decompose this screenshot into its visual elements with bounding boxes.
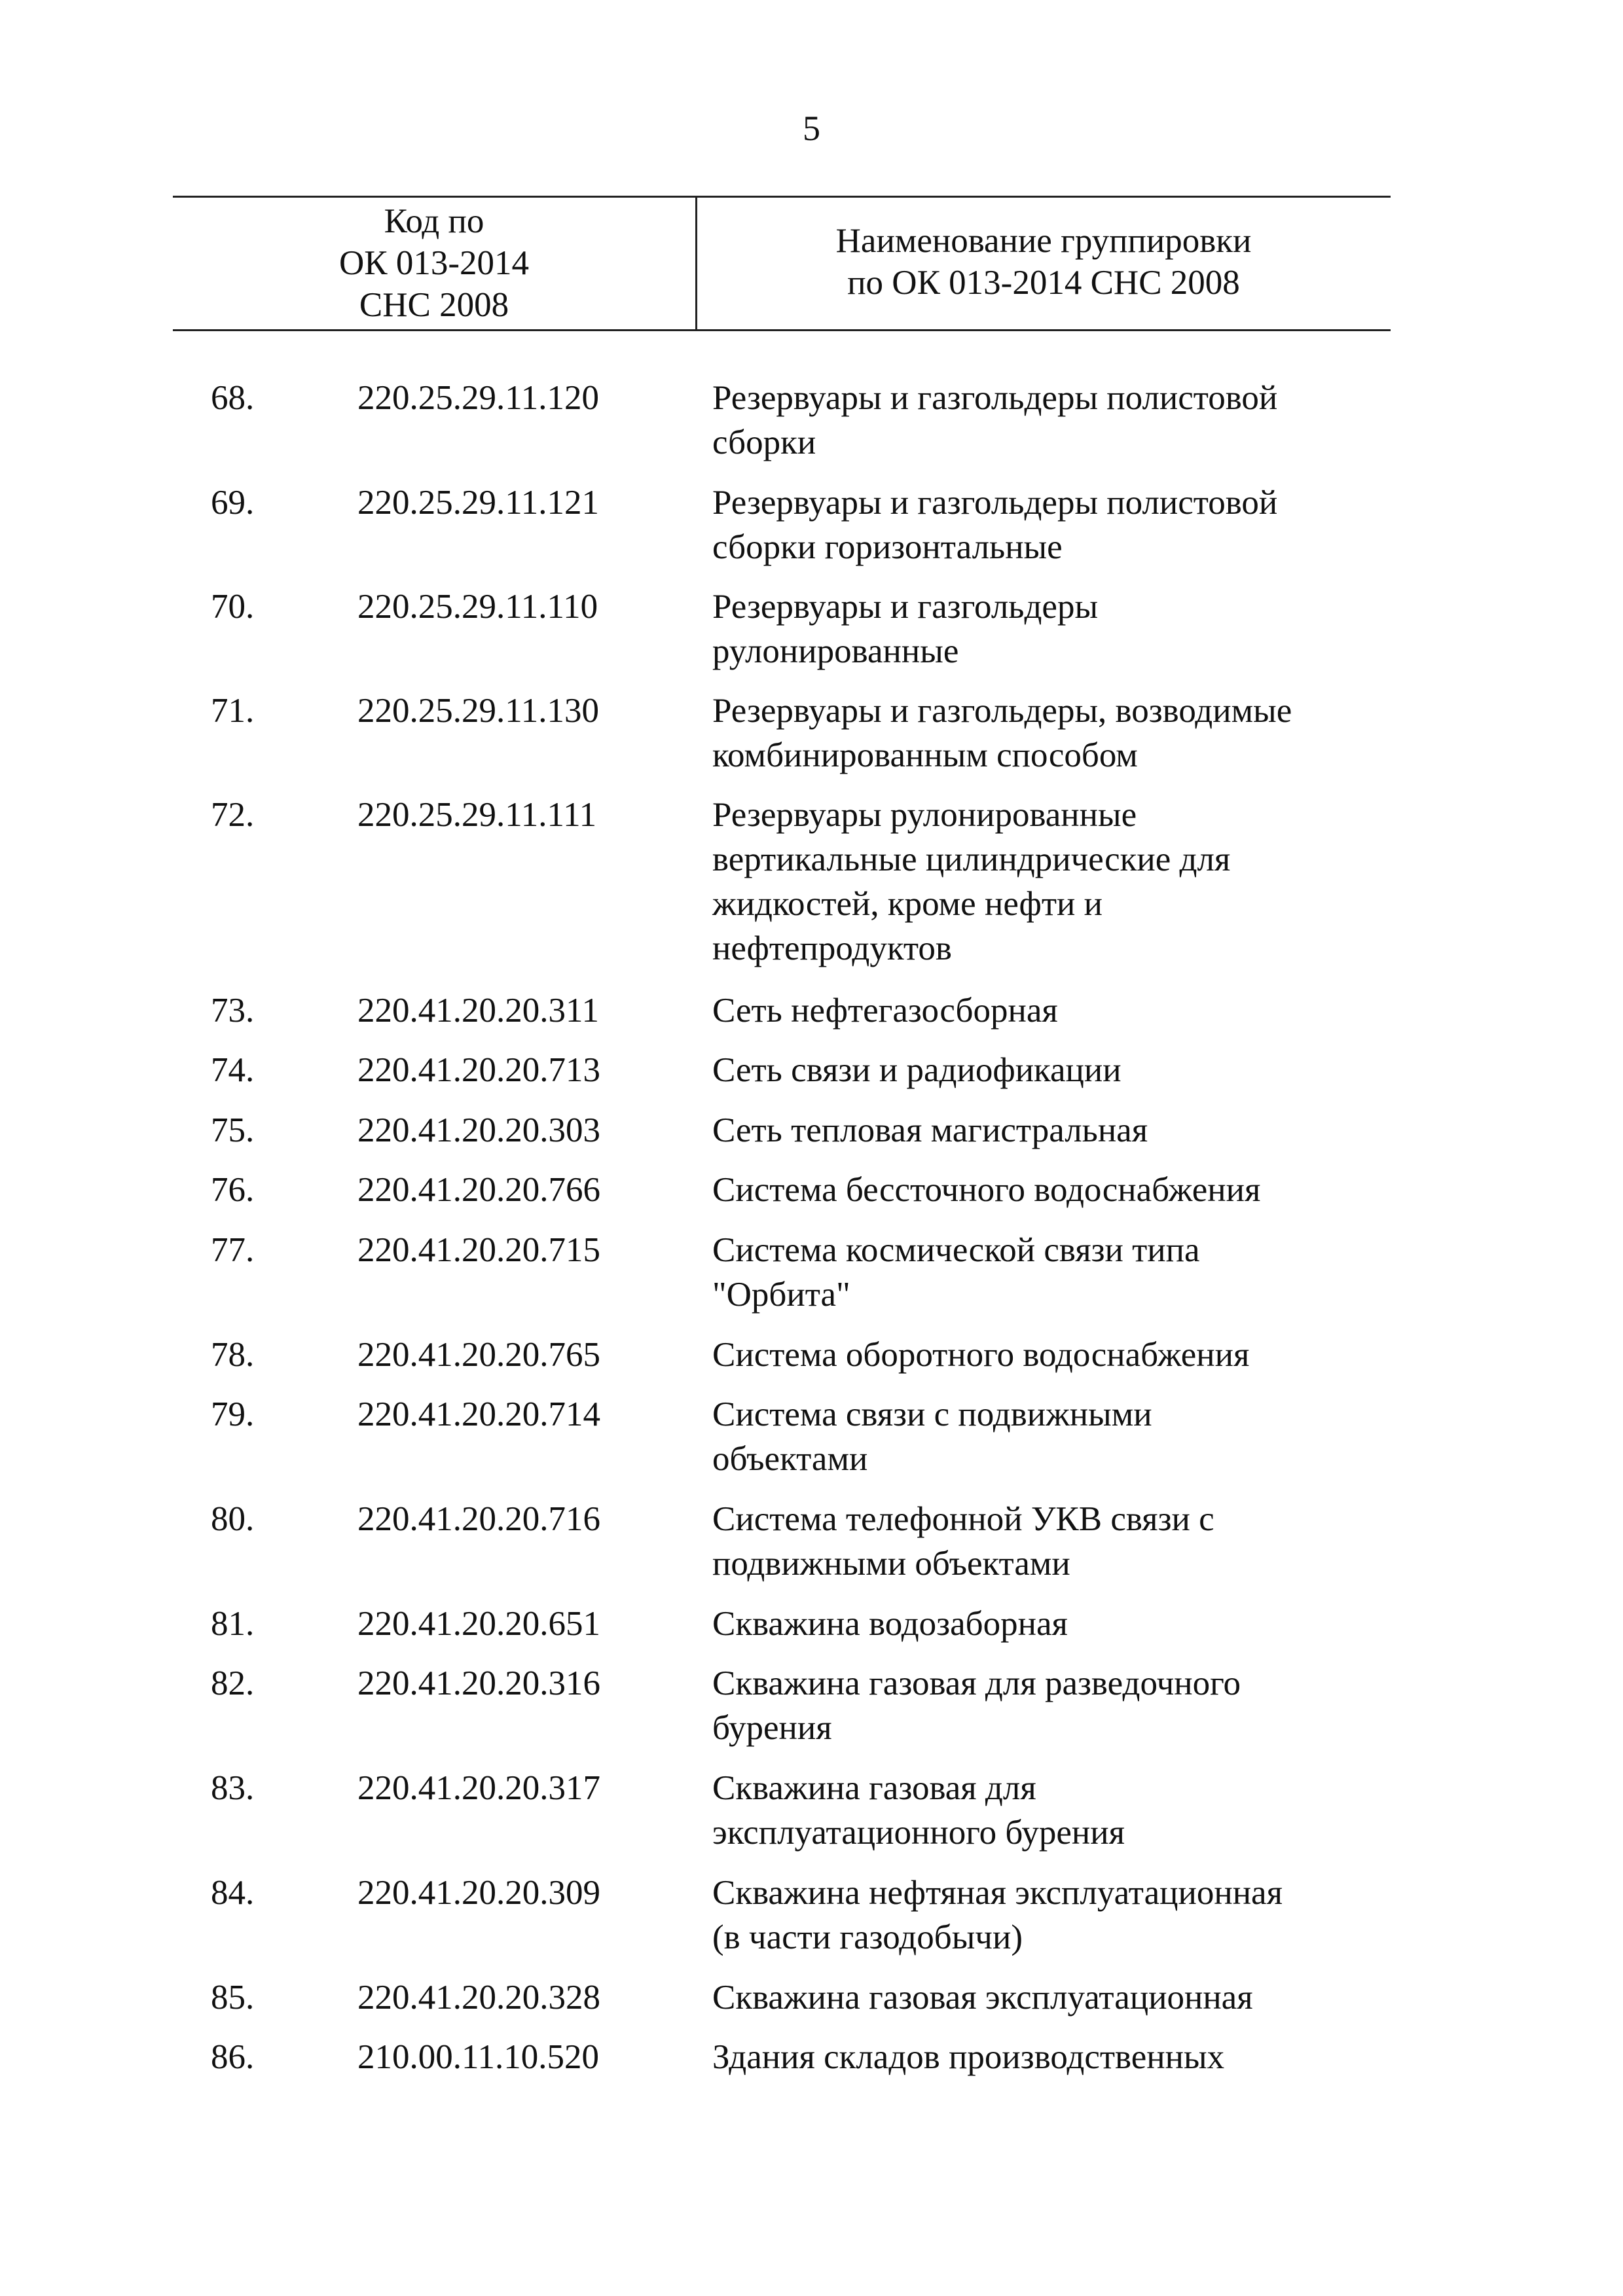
row-number: 75. (211, 1111, 255, 1149)
row-name-line: Система связи с подвижными (712, 1395, 1152, 1433)
row-name (712, 1168, 1391, 1212)
row-number: 82. (211, 1664, 255, 1702)
row-name-line: бурения (712, 1709, 832, 1747)
header-code-line: ОК 013-2014 (338, 244, 530, 282)
row-name-line: нефтепродуктов (712, 929, 952, 967)
row-name-line: объектами (712, 1440, 868, 1478)
row-number: 69. (211, 484, 255, 522)
row-code: 220.41.20.20.716 (357, 1500, 600, 1538)
row-name (712, 1228, 1391, 1317)
row-name-line: Резервуары и газгольдеры полистовой (712, 379, 1278, 417)
header-name-column (697, 220, 1391, 304)
row-name-line: Резервуары и газгольдеры (712, 588, 1099, 626)
row-number: 77. (211, 1231, 255, 1269)
row-name-line: "Орбита" (712, 1276, 850, 1314)
row-code: 220.25.29.11.110 (357, 588, 598, 626)
row-number: 68. (211, 379, 255, 417)
row-name (712, 1661, 1391, 1750)
row-name (712, 1497, 1391, 1586)
row-number: 78. (211, 1336, 255, 1374)
row-name-line: Скважина газовая для (712, 1769, 1036, 1807)
row-code: 220.41.20.20.311 (357, 992, 600, 1030)
header-code-line: СНС 2008 (359, 286, 509, 324)
row-name-line: Система бессточного водоснабжения (712, 1171, 1261, 1209)
row-number: 79. (211, 1395, 255, 1433)
row-name (712, 793, 1391, 971)
row-code: 220.41.20.20.309 (357, 1874, 600, 1912)
row-name-line: Скважина газовая для разведочного (712, 1664, 1241, 1702)
row-code: 220.41.20.20.651 (357, 1605, 600, 1643)
row-code: 220.41.20.20.317 (357, 1769, 600, 1807)
row-name-line: сборки (712, 423, 816, 461)
row-name-line: Скважина водозаборная (712, 1605, 1068, 1643)
header-code-line: Код по (384, 202, 484, 240)
row-name-line: Сеть связи и радиофикации (712, 1051, 1122, 1089)
page-number: 5 (803, 109, 820, 148)
row-number: 81. (211, 1605, 255, 1643)
row-name-line: (в части газодобычи) (712, 1918, 1023, 1956)
row-name-line: жидкостей, кроме нефти и (712, 885, 1103, 923)
row-code: 220.41.20.20.766 (357, 1171, 600, 1209)
row-name-line: комбинированным способом (712, 736, 1138, 774)
row-name-line: Система оборотного водоснабжения (712, 1336, 1250, 1374)
row-name (712, 1048, 1391, 1092)
row-code: 220.25.29.11.111 (357, 796, 597, 834)
row-code: 220.25.29.11.130 (357, 692, 600, 730)
row-number: 72. (211, 796, 255, 834)
header-name-line: по ОК 013-2014 СНС 2008 (847, 264, 1240, 302)
row-number: 86. (211, 2038, 255, 2076)
row-number: 85. (211, 1979, 255, 2017)
row-number: 71. (211, 692, 255, 730)
row-name (712, 584, 1391, 673)
row-name (712, 2035, 1391, 2079)
header-name-line: Наименование группировки (835, 222, 1252, 260)
row-code: 220.25.29.11.120 (357, 379, 600, 417)
row-number: 73. (211, 992, 255, 1030)
row-name-line: Резервуары рулонированные (712, 796, 1137, 834)
row-name (712, 1602, 1391, 1646)
row-name (712, 1333, 1391, 1377)
row-name-line: Скважина нефтяная эксплуатационная (712, 1874, 1283, 1912)
row-name-line: Здания складов производственных (712, 2038, 1225, 2076)
row-number: 76. (211, 1171, 255, 1209)
row-name (712, 1871, 1391, 1960)
row-code: 220.41.20.20.765 (357, 1336, 600, 1374)
row-number: 80. (211, 1500, 255, 1538)
row-code: 220.41.20.20.715 (357, 1231, 600, 1269)
row-name-line: рулонированные (712, 632, 959, 670)
row-number: 84. (211, 1874, 255, 1912)
row-name (712, 1392, 1391, 1481)
row-name-line: подвижными объектами (712, 1545, 1070, 1583)
row-number: 70. (211, 588, 255, 626)
row-code: 220.41.20.20.713 (357, 1051, 600, 1089)
row-name (712, 988, 1391, 1033)
row-code: 210.00.11.10.520 (357, 2038, 600, 2076)
table-header-bottom-rule (173, 329, 1391, 331)
table-top-rule (173, 196, 1391, 198)
row-code: 220.41.20.20.328 (357, 1979, 600, 2017)
row-name (712, 480, 1391, 569)
row-number: 83. (211, 1769, 255, 1807)
row-name-line: Скважина газовая эксплуатационная (712, 1979, 1253, 2017)
row-name (712, 376, 1391, 465)
row-code: 220.41.20.20.714 (357, 1395, 600, 1433)
row-name (712, 1766, 1391, 1855)
row-name-line: Резервуары и газгольдеры, возводимые (712, 692, 1292, 730)
row-name-line: эксплуатационного бурения (712, 1814, 1125, 1852)
row-name (712, 689, 1391, 778)
row-code: 220.25.29.11.121 (357, 484, 600, 522)
row-name-line: Сеть тепловая магистральная (712, 1111, 1148, 1149)
row-name (712, 1975, 1391, 2020)
row-name-line: Система космической связи типа (712, 1231, 1200, 1269)
row-name-line: сборки горизонтальные (712, 528, 1063, 566)
row-name-line: Резервуары и газгольдеры полистовой (712, 484, 1278, 522)
row-code: 220.41.20.20.303 (357, 1111, 600, 1149)
row-code: 220.41.20.20.316 (357, 1664, 600, 1702)
row-name-line: Система телефонной УКВ связи с (712, 1500, 1214, 1538)
row-name-line: вертикальные цилиндрические для (712, 840, 1231, 878)
row-name (712, 1108, 1391, 1153)
row-number: 74. (211, 1051, 255, 1089)
row-name-line: Сеть нефтегазосборная (712, 992, 1058, 1030)
header-code-column (173, 200, 695, 326)
